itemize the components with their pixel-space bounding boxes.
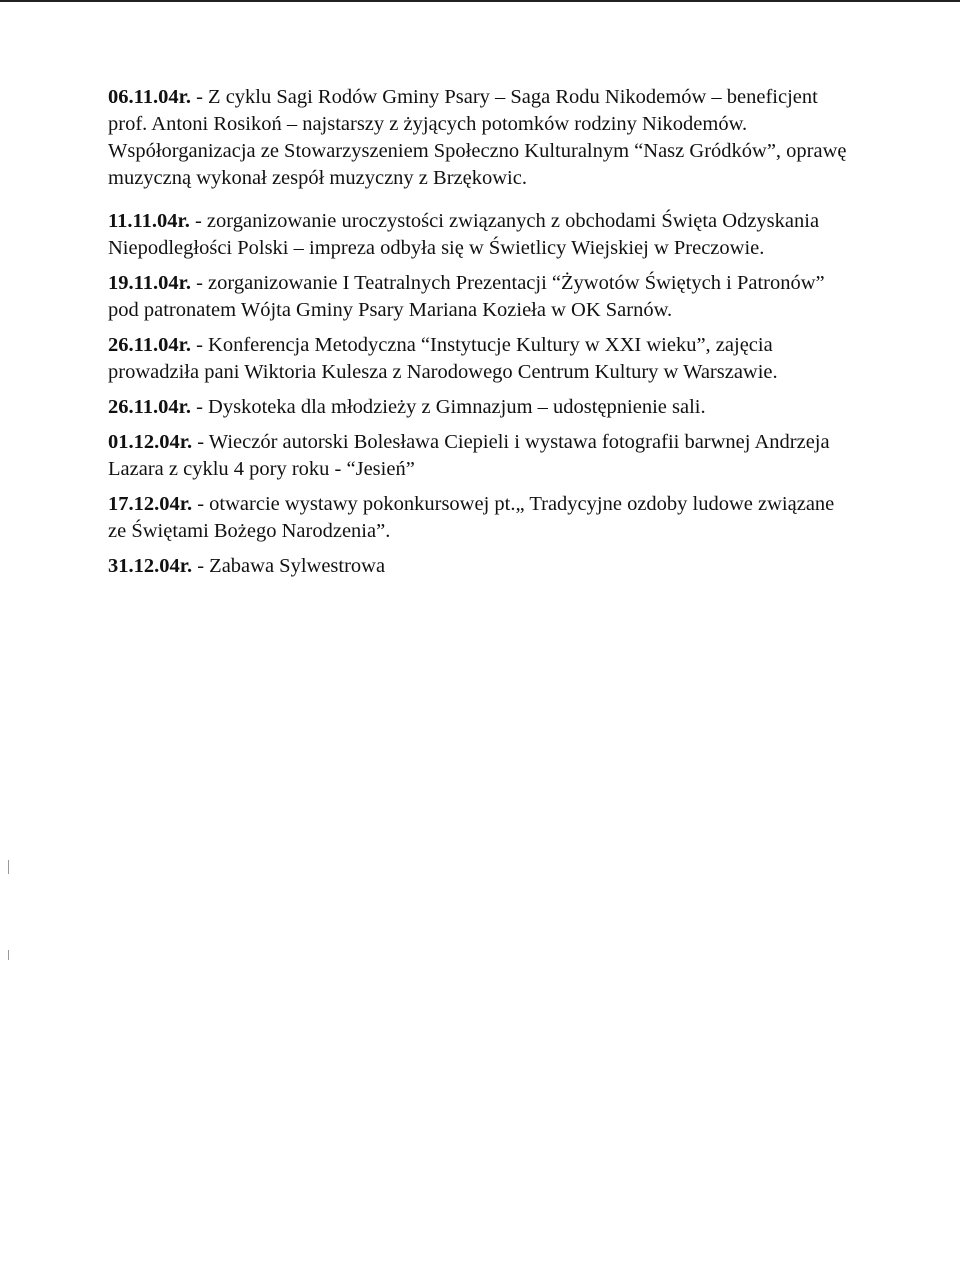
event-entry bbox=[108, 208, 848, 262]
event-description: - Konferencja Metodyczna “Instytucje Kultury w XXI wieku”, zajęcia prowadziła pani Wiktoria Kulesza z Narodowego Centrum Kultury w Warszawie. bbox=[108, 334, 778, 383]
event-entry bbox=[108, 270, 848, 324]
document-body bbox=[108, 84, 848, 580]
event-description: - zorganizowanie uroczystości związanych z obchodami Święta Odzyskania Niepodległości Polski – impreza odbyła się w Świetlicy Wiejskiej w Preczowie. bbox=[108, 210, 820, 259]
event-date: 26.11.04r. bbox=[108, 396, 191, 418]
event-date: 19.11.04r. bbox=[108, 272, 191, 294]
event-description: - Wieczór autorski Bolesława Ciepieli i wystawa fotografii barwnej Andrzeja Lazara z cyklu 4 pory roku - “Jesień” bbox=[108, 431, 830, 480]
event-date: 11.11.04r. bbox=[108, 210, 190, 232]
event-description: - zorganizowanie I Teatralnych Prezentacji “Żywotów Świętych i Patronów” pod patronatem Wójta Gminy Psary Mariana Kozieła w OK Sarnów. bbox=[108, 272, 825, 321]
event-entry bbox=[108, 84, 848, 192]
event-date: 06.11.04r. bbox=[108, 86, 191, 108]
event-description: - Zabawa Sylwestrowa bbox=[192, 555, 386, 577]
event-date: 17.12.04r. bbox=[108, 493, 193, 515]
event-description: - Dyskoteka dla młodzieży z Gimnazjum – udostępnienie sali. bbox=[190, 396, 706, 418]
event-entry bbox=[108, 332, 848, 386]
event-date: 26.11.04r. bbox=[108, 334, 191, 356]
event-description: - otwarcie wystawy pokonkursowej pt.„ Tradycyjne ozdoby ludowe związane ze Świętami Bożego Narodzenia”. bbox=[108, 493, 835, 542]
event-entry bbox=[108, 429, 848, 483]
event-entry bbox=[108, 553, 848, 580]
event-date: 01.12.04r. bbox=[108, 431, 193, 453]
event-entry bbox=[108, 491, 848, 545]
event-entry bbox=[108, 394, 848, 421]
event-description: - Z cyklu Sagi Rodów Gminy Psary – Saga Rodu Nikodemów – beneficjent prof. Antoni Rosikoń – najstarszy z żyjących potomków rodziny Nikodemów. Współorganizacja ze Stowarzyszeniem Społeczno Kulturalnym “Nasz Gródków”, oprawę muzyczną wykonał zespół muzyczny z Brzękowic. bbox=[108, 86, 847, 189]
scan-top-edge bbox=[0, 0, 960, 2]
event-date: 31.12.04r. bbox=[108, 555, 193, 577]
scan-artifact-mark bbox=[8, 950, 9, 960]
scan-artifact-mark bbox=[8, 860, 9, 874]
